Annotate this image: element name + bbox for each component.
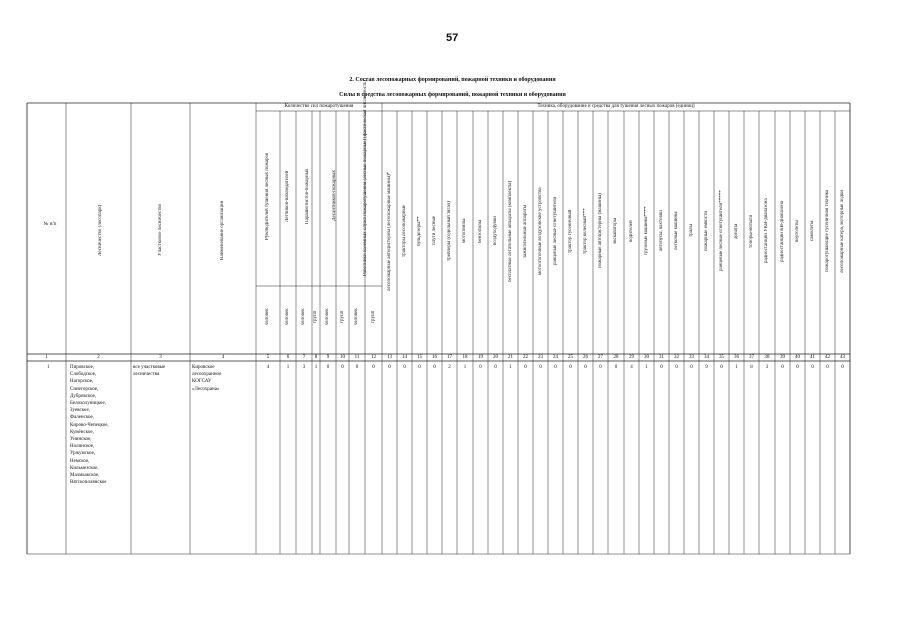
unit-label: человек — [285, 308, 290, 326]
row-value: 0 — [599, 365, 602, 370]
row-value: 0 — [341, 365, 344, 370]
row-value: 0 — [403, 365, 406, 370]
row-value: 0 — [796, 365, 799, 370]
col-header-c18: мотопомпы — [462, 218, 467, 244]
col-header-c32: легковые машины — [673, 211, 679, 251]
column-number: 1 — [45, 355, 48, 360]
column-number: 30 — [644, 355, 649, 360]
column-number: 26 — [583, 355, 588, 360]
unit-label: групп — [313, 310, 318, 324]
row-value: 0 — [690, 365, 693, 370]
column-number: 22 — [523, 355, 528, 360]
col-header-c33: тралы — [688, 224, 694, 238]
row-value: 1 — [509, 365, 512, 370]
column-number: 5 — [266, 355, 270, 360]
column-number: 8 — [314, 355, 318, 360]
unit-label: групп — [339, 310, 345, 324]
column-number: 40 — [795, 355, 800, 360]
column-number: 37 — [749, 355, 754, 360]
col-header-c42: пожаротушающие гусеничная техника — [824, 189, 830, 273]
col-header-c39: радиостанции КВ-диапазона — [779, 200, 785, 262]
column-number: 4 — [221, 355, 225, 360]
column-number: 34 — [704, 355, 709, 360]
row-value: 0 — [326, 365, 330, 370]
row-value: 9 — [705, 365, 708, 370]
row-value: 4 — [266, 365, 270, 370]
col-header-c14: тракторы лесопожарные — [401, 204, 407, 258]
col-header-c15: бульдозеры** — [416, 216, 422, 246]
unit-label: человек — [325, 308, 330, 326]
column-number: 21 — [508, 355, 513, 360]
col-header-org: Наименование организации — [220, 200, 225, 260]
row-value: 0 — [584, 365, 587, 370]
column-number: 38 — [764, 355, 770, 360]
row-organization: Кировское лесоохранное КОГСАУ «Лесохрана» — [192, 365, 222, 392]
unit-label: человек — [265, 308, 270, 326]
col-header-c5: Руководителей тушения лесных пожаров — [265, 152, 270, 240]
row-value: 0 — [614, 365, 618, 370]
row-value: 0 — [720, 365, 723, 370]
column-number: 17 — [447, 355, 452, 360]
row-value: 0 — [660, 365, 663, 370]
column-number: 32 — [674, 355, 679, 360]
row-district: все участковые лесничества — [133, 365, 166, 378]
column-number: 31 — [659, 355, 664, 360]
row-value: 0 — [372, 365, 375, 370]
col-header-c13: лесопожарные автоцистерны (лесопожарные машины)* — [386, 171, 392, 291]
row-value: 1 — [314, 365, 318, 370]
column-number: 43 — [840, 355, 845, 360]
row-value: 0 — [355, 365, 359, 370]
col-header-c38: радиостанции УКВ-диапазона — [764, 198, 769, 264]
column-number: 25 — [568, 355, 573, 360]
col-header-c6: Летчиков-наблюдателей — [285, 170, 290, 222]
forces-group-header: Количество сил пожаротушения — [284, 104, 354, 109]
col-header-c26: трактор колесный*** — [582, 208, 588, 254]
column-number: 15 — [417, 355, 422, 360]
row-value: 0 — [433, 365, 436, 370]
col-header-c17: трейлеры (седельный тягач) — [446, 201, 452, 261]
page-number: 57 — [446, 32, 459, 44]
row-value: 3 — [765, 365, 769, 370]
column-number: 16 — [432, 355, 437, 360]
row-value: 0 — [554, 365, 557, 370]
column-number: 2 — [97, 355, 100, 360]
column-number: 27 — [598, 355, 603, 360]
column-number: 36 — [734, 355, 739, 360]
col-header-c43: лесопожарные катера, моторные лодки — [839, 189, 845, 273]
row-value: 0 — [569, 365, 572, 370]
column-number: 11 — [354, 355, 360, 360]
unit-label: человек — [354, 308, 359, 326]
column-number: 33 — [689, 355, 694, 360]
table-title: Силы и средства лесопожарных формирований, пожарной техники и оборудования — [339, 92, 566, 98]
row-value: 0 — [826, 365, 829, 370]
col-header-c16: плуги лесные — [431, 216, 437, 246]
col-header-c11: Работники наземных служб пожаротушения (лесные пожарные) (фактическая численность) — [362, 79, 368, 276]
unit-label: человек — [301, 308, 306, 326]
row-value: 4 — [630, 365, 633, 370]
row-value: 8 — [750, 365, 753, 370]
section-title: 2. Состав лесопожарных формирований, пожарной техники и оборудования — [349, 77, 556, 83]
col-header-c40: вертолеты — [794, 220, 800, 242]
col-header-c9: Десантников-пожарных — [331, 170, 337, 222]
col-header-c31: автобусы, вахтовки — [658, 210, 664, 252]
column-number: 13 — [387, 355, 392, 360]
column-number: 23 — [538, 355, 543, 360]
column-number: 9 — [326, 355, 330, 360]
column-number: 19 — [478, 355, 483, 360]
col-header-district: Участковое лесничество — [158, 203, 163, 257]
col-header-c36: донаты — [733, 223, 739, 239]
unit-label: групп — [370, 310, 376, 324]
col-header-c25: трактор гусеничный — [567, 209, 573, 253]
row-value: 2 — [448, 365, 451, 370]
row-value: 3 — [302, 365, 306, 370]
col-header-c21: бесплатные летательные аппараты (комплекты) — [507, 180, 513, 282]
row-value: 0 — [781, 365, 784, 370]
row-value: 0 — [539, 365, 542, 370]
column-number: 10 — [340, 355, 345, 360]
row-value: 0 — [479, 365, 482, 370]
row-forestry-list: Пировское, Слободское, Нагорское, Синегорское, Дубровское, Белохолуницкое, Зуевское, Фаленское, Кирово-Чепецкое, Кумёнское, Унинское, Нолинское, Уржумское, Немское, Кильмезское, Малмыжское, Вятскополянское — [70, 365, 109, 486]
row-num: 1 — [47, 365, 50, 370]
row-value: 0 — [841, 365, 844, 370]
column-number: 7 — [302, 355, 306, 360]
col-header-c37: топоры-мотыги — [748, 214, 754, 248]
col-header-c22: зажигательные аппараты — [522, 204, 528, 258]
column-number: 29 — [629, 355, 634, 360]
col-header-c28: экскаваторы — [613, 217, 618, 245]
col-header-c20: воздуходувки — [492, 216, 498, 246]
column-number: 20 — [493, 355, 498, 360]
row-value: 1 — [286, 365, 290, 370]
column-number: 35 — [719, 355, 724, 360]
row-value: 0 — [675, 365, 678, 370]
row-value: 0 — [388, 365, 391, 370]
column-number: 14 — [402, 355, 407, 360]
column-number: 28 — [613, 355, 619, 360]
column-number: 41 — [810, 355, 815, 360]
row-value: 1 — [735, 365, 738, 370]
equipment-group-header: Техника, оборудование и средства для тушения лесных пожаров (единиц) — [537, 104, 695, 109]
row-value: 0 — [494, 365, 497, 370]
col-header-c41: самолеты — [809, 220, 815, 242]
col-header-c19: бензопилы — [477, 219, 483, 243]
row-value: 1 — [463, 365, 467, 370]
col-header-c29: водителей — [628, 220, 634, 242]
col-header-c35: ранцевые лесные огнетушители***** — [718, 190, 724, 272]
column-number: 3 — [159, 355, 162, 360]
column-number: 6 — [286, 355, 290, 360]
row-value: 0 — [811, 365, 814, 370]
row-value: 0 — [524, 365, 527, 370]
col-header-c23: мотоотопочные воздуховские устройства — [537, 187, 543, 275]
col-header-c27: пожарные автоцистерны (машины) — [597, 193, 603, 269]
col-header-num: № п/п — [43, 222, 57, 227]
row-value: 0 — [418, 365, 421, 370]
column-number: 42 — [825, 355, 830, 360]
column-number: 39 — [780, 355, 785, 360]
col-header-c30: грузовые машины**** — [643, 206, 649, 256]
column-number: 24 — [553, 355, 558, 360]
col-header-forestry: Лесничество (лесопарк) — [98, 204, 103, 256]
column-number: 12 — [371, 355, 376, 360]
row-value: 1 — [645, 365, 648, 370]
col-header-c24: ранцевые лесные огнетушители — [552, 196, 558, 266]
column-number: 18 — [462, 355, 468, 360]
col-header-c34: пожарные емкости — [703, 211, 709, 251]
col-header-c7: Парашютистов-пожарных — [305, 168, 310, 224]
